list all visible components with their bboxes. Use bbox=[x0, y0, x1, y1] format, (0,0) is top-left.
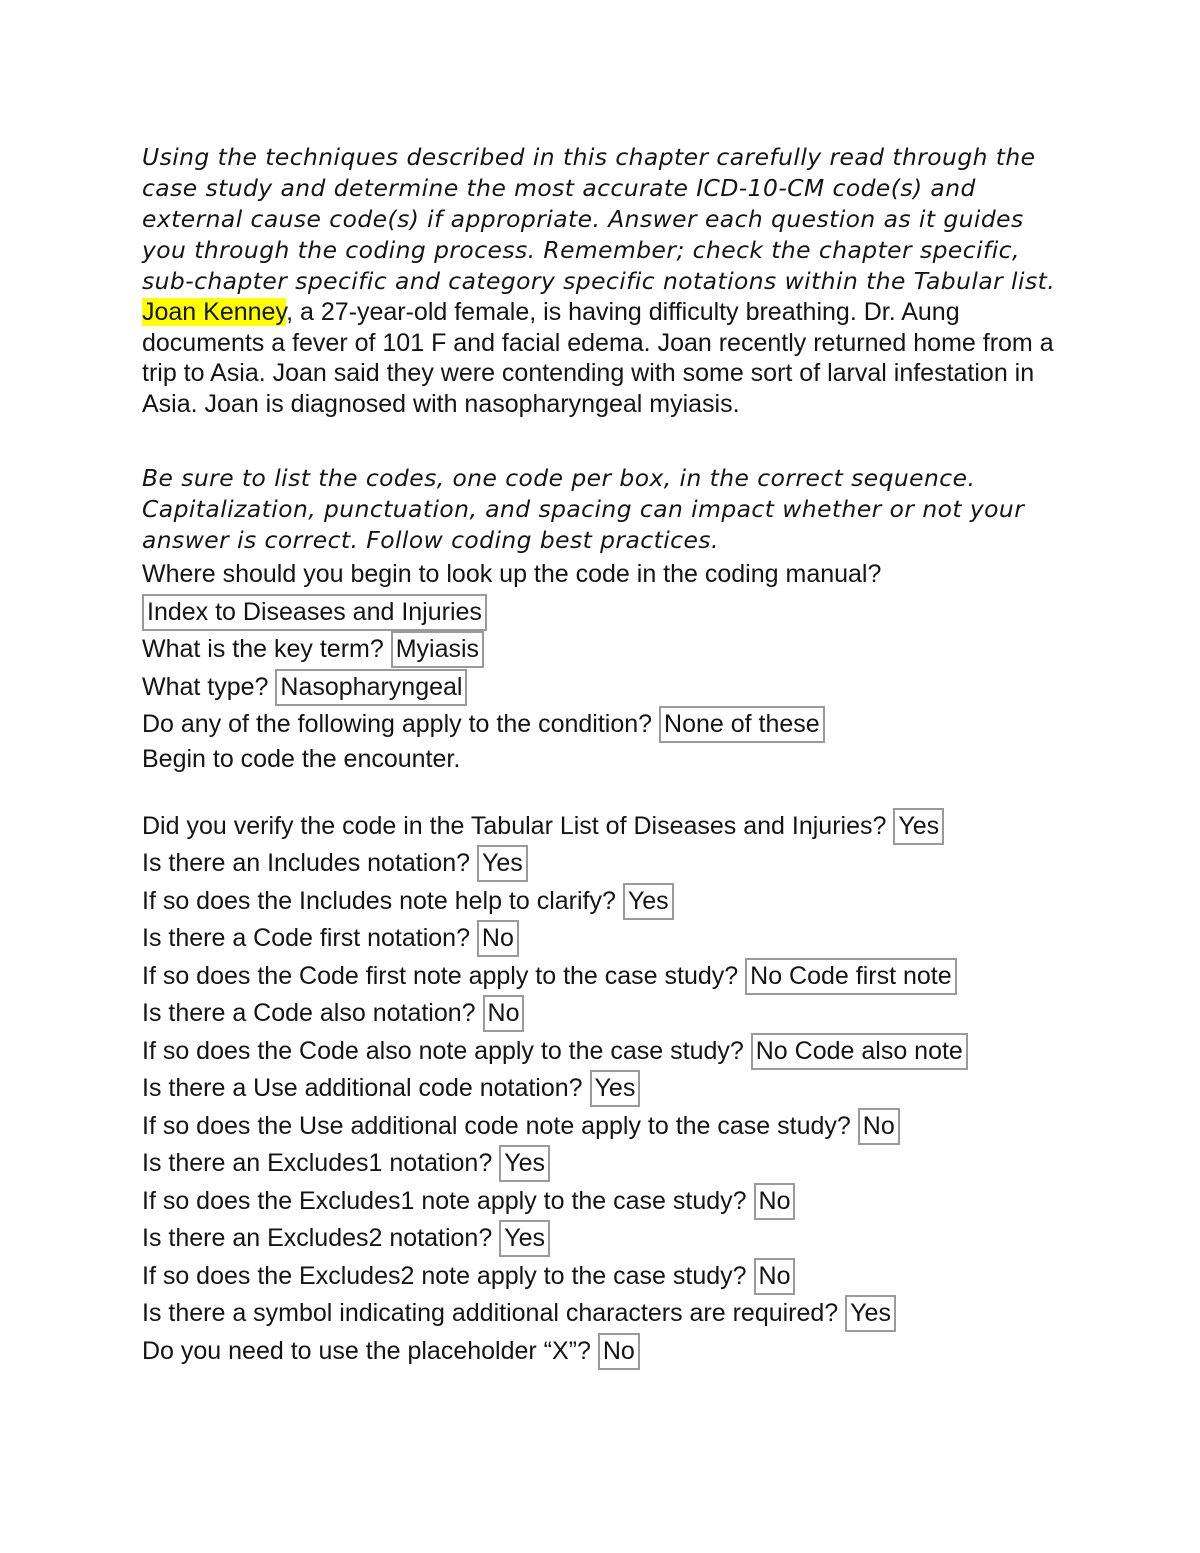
case-study bbox=[142, 297, 1072, 419]
question-row bbox=[142, 706, 1072, 744]
question-row bbox=[142, 556, 1072, 631]
question-row bbox=[142, 631, 1072, 669]
questions-part1 bbox=[142, 556, 1072, 744]
question-text: Is there an Includes notation? bbox=[142, 849, 471, 877]
answer-box[interactable]: Myiasis bbox=[391, 631, 484, 668]
question-row bbox=[142, 1333, 1072, 1371]
question-row bbox=[142, 1033, 1072, 1071]
answer-box[interactable]: No bbox=[483, 995, 525, 1032]
begin-coding-text: Begin to code the encounter. bbox=[142, 744, 461, 773]
answer-box[interactable]: No Code first note bbox=[745, 958, 957, 995]
answer-box[interactable]: No bbox=[858, 1108, 900, 1145]
question-text: Is there an Excludes1 notation? bbox=[142, 1149, 493, 1177]
answer-box[interactable]: Nasopharyngeal bbox=[275, 669, 467, 706]
question-text: Is there a Code first notation? bbox=[142, 924, 470, 952]
question-text: Is there a symbol indicating additional characters are required? bbox=[142, 1299, 839, 1327]
question-text: What type? bbox=[142, 672, 269, 701]
question-text: Is there an Excludes2 notation? bbox=[142, 1224, 493, 1252]
answer-box[interactable]: No bbox=[754, 1183, 796, 1220]
question-row bbox=[142, 920, 1072, 958]
question-text: Did you verify the code in the Tabular List of Diseases and Injuries? bbox=[142, 811, 887, 840]
document-page bbox=[142, 142, 1072, 1370]
answer-box[interactable]: None of these bbox=[659, 706, 825, 743]
question-row bbox=[142, 1220, 1072, 1258]
question-text: If so does the Use additional code note apply to the case study? bbox=[142, 1111, 851, 1140]
question-row bbox=[142, 1183, 1072, 1221]
question-row bbox=[142, 1070, 1072, 1108]
question-text: If so does the Includes note help to clarify? bbox=[142, 886, 616, 915]
answer-box[interactable]: No Code also note bbox=[751, 1033, 968, 1070]
question-row bbox=[142, 995, 1072, 1033]
answer-box[interactable]: Yes bbox=[893, 808, 944, 845]
question-text: Is there a Use additional code notation? bbox=[142, 1074, 583, 1102]
question-text: Is there a Code also notation? bbox=[142, 999, 476, 1027]
question-row bbox=[142, 958, 1072, 996]
question-row bbox=[142, 1108, 1072, 1146]
answer-box[interactable]: No bbox=[477, 920, 519, 957]
answer-box[interactable]: Yes bbox=[499, 1145, 550, 1182]
case-study-text: , a 27-year-old female, is having difficulty breathing. Dr. Aung documents a fever of 101 F and facial edema. Joan recently returned home from a trip to Asia. Joan said they were contending with some sort of larval infestation in Asia. Joan is diagnosed with nasopharyngeal myiasis. bbox=[142, 298, 1054, 418]
answer-box[interactable]: Yes bbox=[499, 1220, 550, 1257]
question-text: Where should you begin to look up the code in the coding manual? bbox=[142, 560, 882, 588]
question-text: What is the key term? bbox=[142, 635, 384, 663]
question-row bbox=[142, 1145, 1072, 1183]
coding-instructions: Be sure to list the codes, one code per box, in the correct sequence. Capitalization, punctuation, and spacing can impact whether or not your answer is correct. Follow coding best practices. bbox=[142, 464, 1025, 554]
intro-instructions: Using the techniques described in this chapter carefully read through the case study and determine the most accurate ICD-10-CM code(s) and external cause code(s) if appropriate. Answer each question as it guides you through the coding process. Remember; check the chapter specific, sub-chapter specific and category specific notations within the Tabular list. bbox=[142, 143, 1056, 295]
question-text: Do any of the following apply to the condition? bbox=[142, 710, 653, 738]
answer-box[interactable]: No bbox=[754, 1258, 796, 1295]
question-row bbox=[142, 1295, 1072, 1333]
question-text: If so does the Code first note apply to the case study? bbox=[142, 961, 739, 990]
question-text: If so does the Excludes1 note apply to the case study? bbox=[142, 1186, 747, 1215]
answer-box[interactable]: Yes bbox=[845, 1295, 896, 1332]
question-row bbox=[142, 883, 1072, 921]
answer-box[interactable]: Yes bbox=[477, 845, 528, 882]
question-row bbox=[142, 669, 1072, 707]
answer-box[interactable]: Index to Diseases and Injuries bbox=[142, 594, 487, 631]
answer-box[interactable]: Yes bbox=[623, 883, 674, 920]
question-text: If so does the Code also note apply to the case study? bbox=[142, 1036, 744, 1065]
question-text: Do you need to use the placeholder “X”? bbox=[142, 1336, 591, 1365]
answer-box[interactable]: Yes bbox=[590, 1070, 641, 1107]
questions-part2 bbox=[142, 808, 1072, 1371]
question-row bbox=[142, 845, 1072, 883]
question-row bbox=[142, 808, 1072, 846]
answer-box[interactable]: No bbox=[598, 1333, 640, 1370]
question-text: If so does the Excludes2 note apply to the case study? bbox=[142, 1261, 747, 1290]
question-row bbox=[142, 1258, 1072, 1296]
patient-name-highlight: Joan Kenney bbox=[142, 298, 287, 326]
